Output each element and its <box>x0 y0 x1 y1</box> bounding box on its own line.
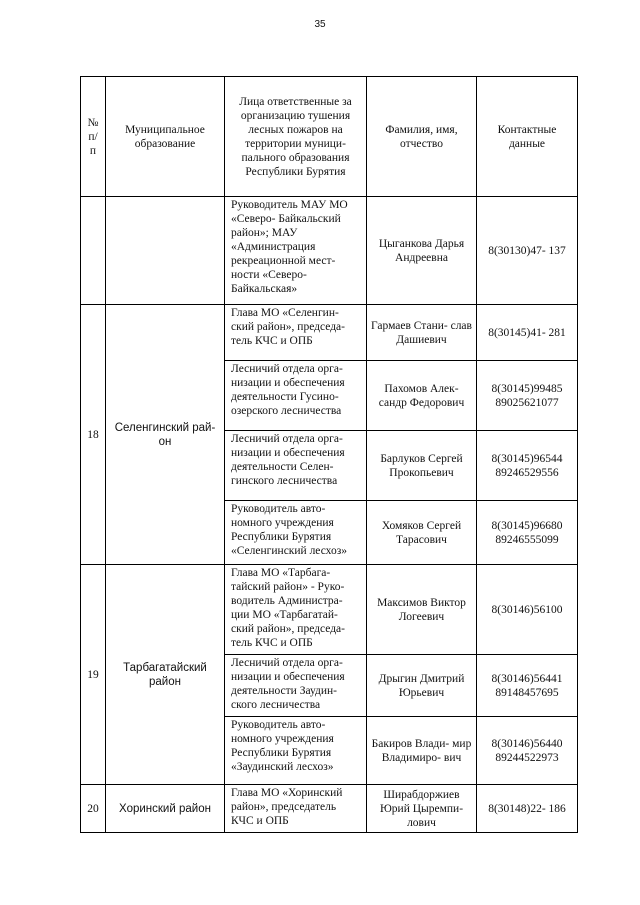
header-contacts: Контактные данные <box>477 77 578 197</box>
row-contact: 8(30145)41- 281 <box>477 305 578 361</box>
row-num: 18 <box>81 305 106 565</box>
row-contact: 8(30146)56440 89244522973 <box>477 717 578 785</box>
row-contact: 8(30145)96544 89246529556 <box>477 431 578 501</box>
row-person-name: Барлуков Сергей Прокопьевич <box>367 431 477 501</box>
responsible-persons-table <box>80 76 578 833</box>
row-role: Руководитель авто- номного учреждения Республики Бурятия «Заудинский лесхоз» <box>225 717 367 785</box>
row-num: 20 <box>81 785 106 833</box>
row-contact: 8(30145)99485 89025621077 <box>477 361 578 431</box>
row-person-name: Ширабдоржиев Юрий Цыремпи- лович <box>367 785 477 833</box>
row-contact: 8(30146)56100 <box>477 565 578 655</box>
row-person-name: Дрыгин Дмитрий Юрьевич <box>367 655 477 717</box>
page-number: 35 <box>314 19 326 30</box>
row-role: Лесничий отдела орга- низации и обеспечения деятельности Заудин- ского лесничества <box>225 655 367 717</box>
row-person-name: Бакиров Влади- мир Владимиро- вич <box>367 717 477 785</box>
table-row <box>81 197 578 305</box>
row-num <box>81 197 106 305</box>
row-person-name: Цыганкова Дарья Андреевна <box>367 197 477 305</box>
row-role: Глава МО «Хоринский район», председатель КЧС и ОПБ <box>225 785 367 833</box>
row-contact: 8(30130)47- 137 <box>477 197 578 305</box>
row-contact: 8(30148)22- 186 <box>477 785 578 833</box>
row-role: Глава МО «Тарбага- тайский район» - Руко- водитель Администра- ции МО «Тарбагатай- ский район», председа- тель КЧС и ОПБ <box>225 565 367 655</box>
header-num: № п/ п <box>81 77 106 197</box>
table-row <box>81 305 578 361</box>
row-num: 19 <box>81 565 106 785</box>
table-row <box>81 785 578 833</box>
row-municipality: Селенгинский рай- он <box>106 305 225 565</box>
row-person-name: Гармаев Стани- слав Дашиевич <box>367 305 477 361</box>
header-municipality: Муниципальное образование <box>106 77 225 197</box>
row-person-name: Максимов Виктор Логеевич <box>367 565 477 655</box>
header-name: Фамилия, имя, отчество <box>367 77 477 197</box>
row-role: Лесничий отдела орга- низации и обеспечения деятельности Селен- гинского лесничества <box>225 431 367 501</box>
row-municipality <box>106 197 225 305</box>
row-role: Руководитель МАУ МО «Северо- Байкальский район»; МАУ «Администрация рекреационной мест- ности «Северо- Байкальская» <box>225 197 367 305</box>
row-role: Лесничий отдела орга- низации и обеспечения деятельности Гусино- озерского лесничества <box>225 361 367 431</box>
row-role: Глава МО «Селенгин- ский район», председа- тель КЧС и ОПБ <box>225 305 367 361</box>
row-municipality: Тарбагатайский район <box>106 565 225 785</box>
row-contact: 8(30146)56441 89148457695 <box>477 655 578 717</box>
table-row <box>81 565 578 655</box>
row-municipality: Хоринский район <box>106 785 225 833</box>
table-header-row <box>81 77 578 197</box>
header-responsible: Лица ответственные за организацию тушения лесных пожаров на территории муници- пального образования Республики Бурятия <box>225 77 367 197</box>
row-role: Руководитель авто- номного учреждения Республики Бурятия «Селенгинский лесхоз» <box>225 501 367 565</box>
row-person-name: Хомяков Сергей Тарасович <box>367 501 477 565</box>
row-contact: 8(30145)96680 89246555099 <box>477 501 578 565</box>
row-person-name: Пахомов Алек- сандр Федорович <box>367 361 477 431</box>
